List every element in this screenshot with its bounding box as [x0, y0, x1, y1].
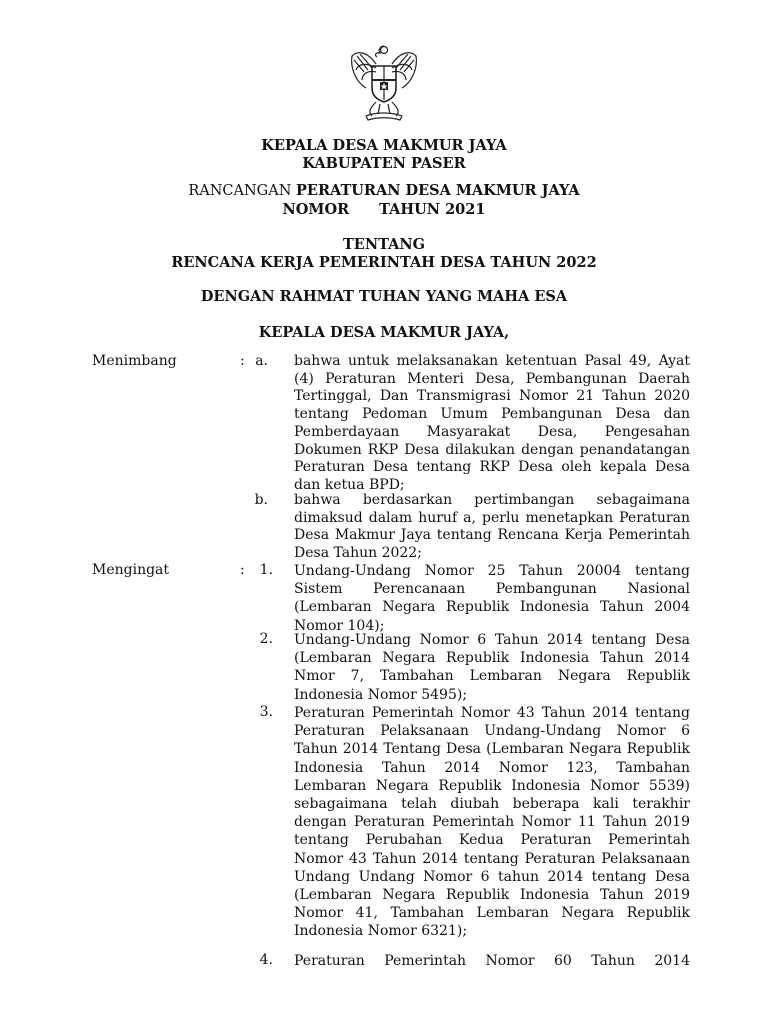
header-title-line1: KEPALA DESA MAKMUR JAYA — [261, 137, 507, 154]
menimbang-colon: : — [240, 353, 245, 369]
mengingat-item-4: Peraturan Pemerintah Nomor 60 Tahun 2014 — [294, 953, 690, 969]
mengingat-item-1: Undang-Undang Nomor 25 Tahun 20004 tentang Sistem Perencanaan Pembangunan Nasional (Lembaran Negara Republik Indonesia Tahun 2004 Nomor 104); — [294, 563, 690, 634]
draft-title: PERATURAN DESA MAKMUR JAYA — [296, 182, 580, 199]
nomor-label: NOMOR — [282, 201, 350, 218]
subject-heading: RENCANA KERJA PEMERINTAH DESA TAHUN 2022 — [171, 254, 597, 271]
menimbang-item-b: bahwa berdasarkan pertimbangan sebagaimana dimaksud dalam huruf a, perlu menetapkan Peraturan Desa Makmur Jaya tentang Rencana Kerja Pemerintah Desa Tahun 2022; — [294, 492, 690, 562]
draft-title-line — [0, 182, 768, 200]
menimbang-marker-b: b. — [254, 492, 268, 508]
mengingat-label: Mengingat — [92, 562, 170, 578]
enacting-heading: KEPALA DESA MAKMUR JAYA, — [258, 324, 510, 341]
menimbang-label: Menimbang — [92, 353, 177, 369]
tahun-label: TAHUN 2021 — [379, 201, 486, 218]
tentang-heading: TENTANG — [343, 236, 425, 253]
mengingat-marker-2: 2. — [259, 631, 273, 647]
mengingat-marker-3: 3. — [259, 704, 273, 720]
header-title-line2: KABUPATEN PASER — [302, 155, 466, 172]
mengingat-marker-1: 1. — [259, 562, 273, 578]
mengingat-marker-4: 4. — [259, 952, 273, 968]
draft-prefix: RANCANGAN — [188, 183, 292, 199]
mengingat-colon: : — [240, 562, 245, 578]
garuda-emblem-icon — [346, 42, 422, 124]
nomor-line — [0, 201, 768, 219]
mengingat-item-2: Undang-Undang Nomor 6 Tahun 2014 tentang Desa (Lembaran Negara Republik Indonesia Tahun 2014 Nmor 7, Tambahan Lembaran Negara Republik Indonesia Nomor 5495); — [294, 632, 690, 703]
menimbang-marker-a: a. — [255, 353, 268, 369]
menimbang-item-a: bahwa untuk melaksanakan ketentuan Pasal 49, Ayat (4) Peraturan Menteri Desa, Pembangunan Daerah Tertinggal, Dan Transmigrasi Nomor 21 Tahun 2020 tentang Pedoman Umum Pembangunan Desa dan Pemberdayaan Masyarakat Desa, Pengesahan Dokumen RKP Desa dilakukan dengan penandatangan Peraturan Desa tentang RKP Desa oleh kepala Desa dan ketua BPD; — [294, 353, 690, 493]
blessing-heading: DENGAN RAHMAT TUHAN YANG MAHA ESA — [200, 288, 568, 305]
mengingat-item-3: Peraturan Pemerintah Nomor 43 Tahun 2014 tentang Peraturan Pelaksanaan Undang-Undang Nomor 6 Tahun 2014 Tentang Desa (Lembaran Negara Republik Indonesia Tahun 2014 Nomor 123, Tambahan Lembaran Negara Republik Indonesia Nomor 5539) sebagaimana telah diubah beberapa kali terakhir dengan Peraturan Pemerintah Nomor 11 Tahun 2019 tentang Perubahan Kedua Peraturan Pemerintah Nomor 43 Tahun 2014 tentang Peraturan Pelaksanaan Undang Undang Nomor 6 tahun 2014 tentang Desa (Lembaran Negara Republik Indonesia Tahun 2019 Nomor 41, Tambahan Lembaran Negara Republik Indonesia Nomor 6321); — [294, 705, 690, 940]
